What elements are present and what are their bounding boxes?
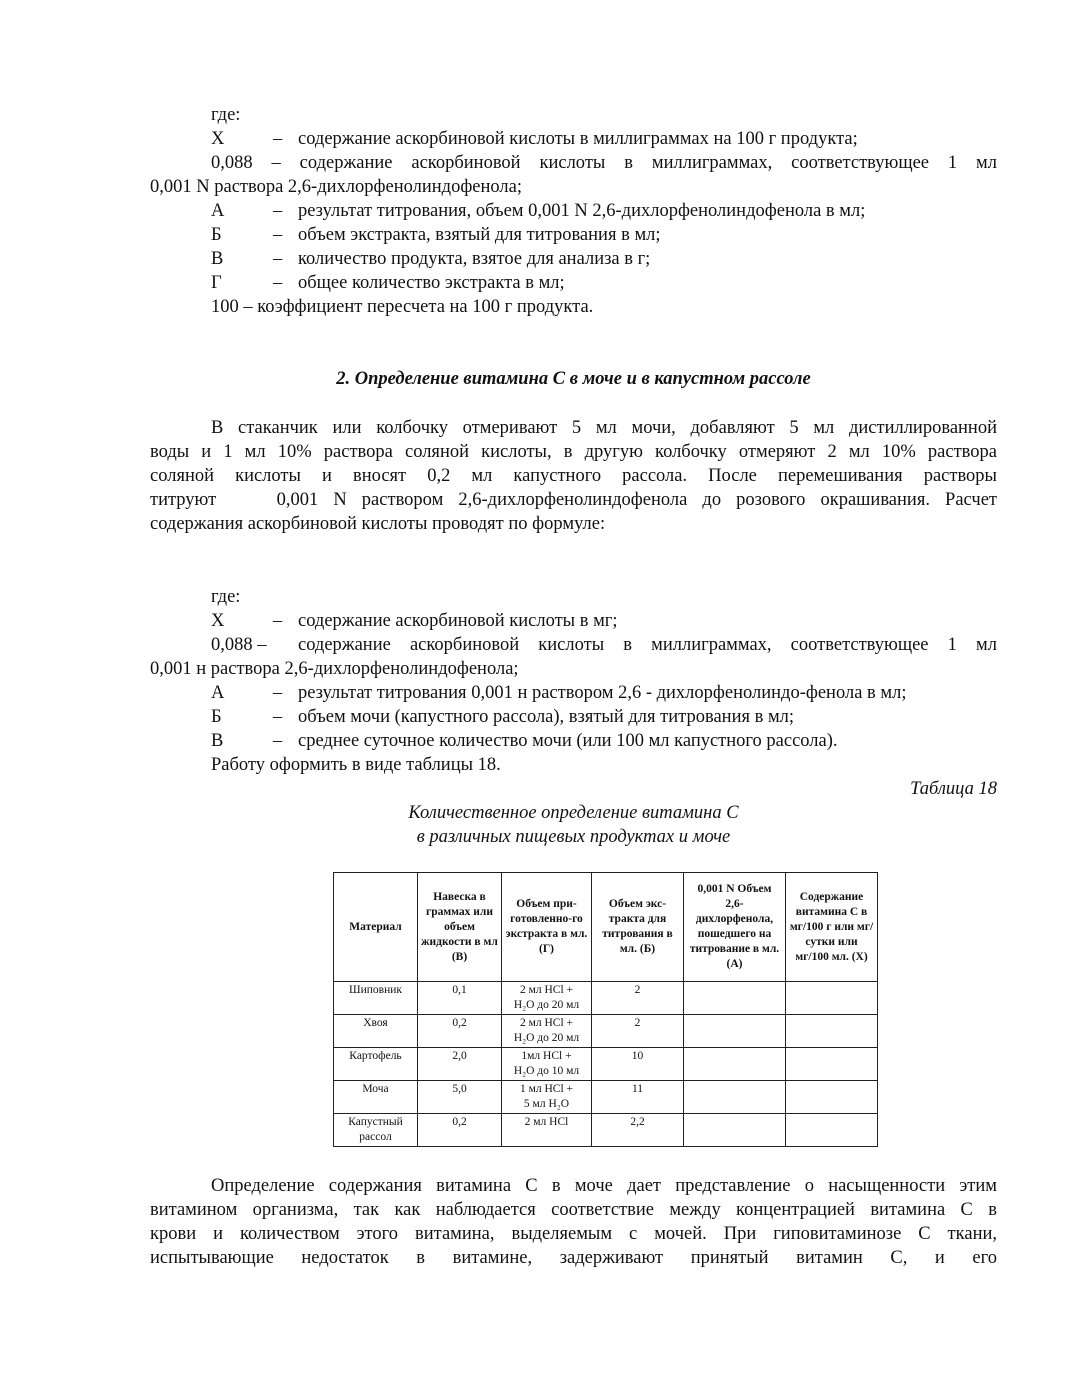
cell-extract (502, 1114, 592, 1147)
cell-extract-line: H₂O до 20 мл (513, 999, 580, 1011)
def-dash: – (273, 683, 283, 703)
header-vitamin-content: Содержание витамина С в мг/100 г или мг/сутки или мг/100 мл. (Х) (786, 873, 878, 982)
def-term: Г (211, 273, 222, 293)
cell-material: Хвоя (334, 1015, 418, 1048)
def-dash: – (273, 611, 283, 631)
def-text: общее количество экстракта в мл; (298, 273, 565, 293)
cell-x (786, 1048, 878, 1081)
header-material: Материал (334, 873, 418, 982)
def-term: Х (211, 611, 225, 631)
work-instruction: Работу оформить в виде таблицы 18. (211, 755, 501, 775)
cell-x (786, 1114, 878, 1147)
def-dash: – (273, 129, 283, 149)
def-0088-line-2: 0,001 N раствора 2,6-дихлорфенолиндофенола; (150, 177, 523, 197)
closing-line: испытывающие недостаток в витамине, задерживают принятый витамин С, и его (150, 1248, 997, 1268)
header-titration-volume: Объем экс-тракта для титрования в мл. (Б) (592, 873, 684, 982)
def-text: результат титрования, объем 0,001 N 2,6-дихлорфенолиндофенола в мл; (298, 201, 866, 221)
cell-titration: 2 (592, 982, 684, 1015)
def-text: содержание аскорбиновой кислоты в мг; (298, 611, 618, 631)
closing-line: крови и количеством этого витамина, выделяемым с мочей. При гиповитаминозе С ткани, (150, 1224, 997, 1244)
table-header-row (334, 873, 878, 982)
paragraph-line: титруют 0,001 N раствором 2,6-дихлорфенолиндофенола до розового окрашивания. Расчет (150, 490, 997, 510)
paragraph-line: соляной кислоты и вносят 0,2 мл капустного рассола. После перемешивания растворы (150, 466, 997, 486)
cell-extract-line: 1мл HCl + (521, 1050, 572, 1062)
def-text: содержание аскорбиновой кислоты в миллиграммах на 100 г продукта; (298, 129, 858, 149)
cell-titration: 11 (592, 1081, 684, 1114)
cell-material: Шиповник (334, 982, 418, 1015)
where-label-1: где: (211, 105, 241, 125)
cell-x (786, 982, 878, 1015)
header-extract-volume: Объем при-готовленно-го экстракта в мл. (Г) (502, 873, 592, 982)
header-mass: Навеска в граммах или объем жидкости в мл (В) (418, 873, 502, 982)
def-text: объем экстракта, взятый для титрования в мл; (298, 225, 661, 245)
table-caption-line-2: в различных пищевых продуктах и моче (416, 827, 731, 847)
where-label-2: где: (211, 587, 241, 607)
def-term: Б (211, 225, 222, 245)
cell-titration: 2 (592, 1015, 684, 1048)
def-dash: – (273, 201, 283, 221)
cell-titration: 2,2 (592, 1114, 684, 1147)
def-term: А (211, 683, 225, 703)
cell-material: Картофель (334, 1048, 418, 1081)
table-row (334, 1048, 878, 1081)
cell-extract (502, 1048, 592, 1081)
cell-extract (502, 1081, 592, 1114)
cell-a (684, 982, 786, 1015)
def-term: А (211, 201, 225, 221)
def-text: результат титрования 0,001 н раствором 2,6 - дихлорфенолиндо-фенола в мл; (298, 683, 907, 703)
cell-mass: 0,2 (418, 1114, 502, 1147)
def-term: Б (211, 707, 222, 727)
def-text: объем мочи (капустного рассола), взятый для титрования в мл; (298, 707, 795, 727)
def-dash: – (273, 707, 283, 727)
table-row (334, 982, 878, 1015)
table-row (334, 1081, 878, 1114)
def-dash: – (273, 273, 283, 293)
cell-x (786, 1081, 878, 1114)
cell-extract-line: 5 мл H₂O (523, 1098, 570, 1110)
cell-a (684, 1081, 786, 1114)
table-row (334, 1114, 878, 1147)
paragraph-line: воды и 1 мл 10% раствора соляной кислоты, в другую колбочку отмеряют 2 мл 10% раствора (150, 442, 997, 462)
cell-a (684, 1048, 786, 1081)
def-dash: – (273, 249, 283, 269)
def-0088-line-2b: 0,001 н раствора 2,6-дихлорфенолиндофенола; (150, 659, 519, 679)
cell-extract (502, 982, 592, 1015)
def-term: В (211, 249, 224, 269)
header-dichlorophenol-volume: 0,001 N Объем 2,6-дихлорфенола, пошедшего на титрование в мл. (А) (684, 873, 786, 982)
def-dash: – (273, 731, 283, 751)
cell-titration: 10 (592, 1048, 684, 1081)
cell-mass: 2,0 (418, 1048, 502, 1081)
def-dash: – (273, 225, 283, 245)
cell-mass: 0,1 (418, 982, 502, 1015)
def-term: В (211, 731, 224, 751)
def-0088-line-1: 0,088 – содержание аскорбиновой кислоты в миллиграммах, соответствующее 1 мл (211, 153, 997, 173)
paragraph-line: В стаканчик или колбочку отмеривают 5 мл мочи, добавляют 5 мл дистиллированной (211, 418, 997, 438)
cell-extract-line: 2 мл HCl + (519, 1017, 574, 1029)
def-term: Х (211, 129, 225, 149)
table-row (334, 1015, 878, 1048)
cell-material: Моча (334, 1081, 418, 1114)
def-100-line: 100 – коэффициент пересчета на 100 г продукта. (211, 297, 594, 317)
table-caption-line-1: Количественное определение витамина С (408, 803, 739, 823)
def-text: среднее суточное количество мочи (или 100 мл капустного рассола). (298, 731, 838, 751)
cell-extract-line: 2 мл HCl + (519, 984, 574, 996)
paragraph-line: содержания аскорбиновой кислоты проводят по формуле: (150, 514, 606, 534)
def-term: 0,088 – (211, 635, 267, 655)
cell-material: Капустный рассол (334, 1114, 418, 1147)
cell-mass: 5,0 (418, 1081, 502, 1114)
cell-a (684, 1114, 786, 1147)
cell-extract-line: H₂O до 20 мл (513, 1032, 580, 1044)
closing-line: витамином организма, так как наблюдается соответствие между концентрацией витамина С в (150, 1200, 997, 1220)
vitamin-c-table (333, 872, 878, 1147)
cell-a (684, 1015, 786, 1048)
cell-extract-line: 1 мл HCl + (519, 1083, 574, 1095)
cell-extract-line: H₂O до 10 мл (513, 1065, 580, 1077)
closing-line: Определение содержания витамина С в моче дает представление о насыщенности этим (211, 1176, 997, 1196)
def-text: содержание аскорбиновой кислоты в миллиграммах, соответствующее 1 мл (298, 635, 997, 655)
table-number: Таблица 18 (910, 779, 997, 799)
cell-mass: 0,2 (418, 1015, 502, 1048)
cell-extract (502, 1015, 592, 1048)
def-text: количество продукта, взятое для анализа в г; (298, 249, 651, 269)
section-heading: 2. Определение витамина С в моче и в капустном рассоле (336, 369, 811, 389)
cell-x (786, 1015, 878, 1048)
cell-extract-line: 2 мл HCl (524, 1116, 569, 1128)
